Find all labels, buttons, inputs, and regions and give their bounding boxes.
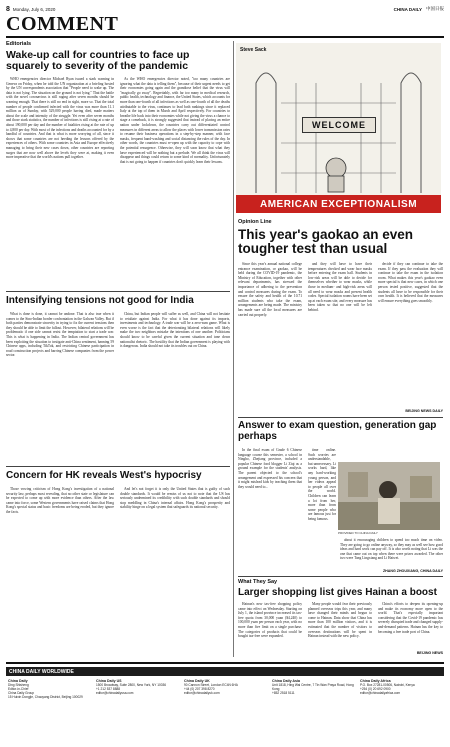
cartoon-artist: Steve Sack xyxy=(240,47,267,53)
photo-image xyxy=(338,462,440,530)
whatthey-col-3 xyxy=(378,602,443,650)
info-col-4-text: Unit 1818, Hing Wai Centre, 7 Tin Wan Praya Road, Hong Kong +852 2518 5111 xyxy=(272,683,354,695)
editorial-2-col-1 xyxy=(6,312,114,462)
opinion-col-1 xyxy=(238,262,302,412)
editorial-3-col-1-text: Those vowing criticism of Hong Kong's investigation of a national security law, perhaps most revealing, that no other state or legislature can be expected to come up with more evidence than others. After the law came into force, some Western governments have raised claims that Hong Kong's special status and basic freedoms are being eroded, but they ignore the facts. xyxy=(6,487,114,514)
cartoon-caption: AMERICAN EXCEPTIONALISM xyxy=(236,195,441,213)
whatthey-col-2-text: Many people would fear their previously planned overseas trips this year, and many have changed their minds and begun to come to Hainan. Data show that China has more than 100 million visitors, and it is estimated that the number of visitors to overseas destinations will be spent in Hainan instead with the new policy. xyxy=(308,602,372,639)
worldwide-info-box xyxy=(6,662,444,742)
what-they-say-label: What They Say xyxy=(238,579,278,585)
info-col-1-head: China Daily xyxy=(8,679,28,683)
opinion-headline: This year's gaokao an even tougher test than usual xyxy=(238,227,414,257)
cartoon-banner: WELCOME xyxy=(302,117,376,133)
info-col-5-head: China Daily Africa xyxy=(360,679,391,683)
editorial-3-col-2 xyxy=(120,487,230,657)
editorial-3-headline: Concern for HK reveals West's hypocrisy xyxy=(6,470,202,481)
brand-name-cn: 中国日报 xyxy=(426,6,444,11)
info-col-5-text: P.O. Box 27281-00506, Nairobi, Kenya +254 (0) 20 692 0900 editor@chinadailyafrica.com xyxy=(360,683,415,695)
opinion-col-3 xyxy=(378,262,443,408)
whatthey-col-1 xyxy=(238,602,302,657)
whatthey-col-3-text: China's efforts to deepen its opening-up and make its economy more open to the world. That's especially important considering that the Covid-19 pandemic has severely disrupted trade and changed supply-and-demand patterns. Hainan has the key to becoming a free trade port of China. xyxy=(378,602,443,634)
opinion-col-1-text: Since this year's annual national college entrance examination, or gaokao, will be held during the COVID-19 pandemic, the Ministry of Education, together with other relevant departments, has stressed the importance of adhering to the prevention and control measures during the exam. To ensure the safety and health of the 10.71 million students who take the exam, arrangements are being made. The ministry has made sure all the local measures are carried out properly. xyxy=(238,262,302,317)
whatthey-col-1-text: Hainan's new tax-free shopping policy came into effect on Wednesday. Starting on July 1, the island province increased its tax-free quota from 30,000 yuan ($4,240) to 100,000 yuan per person each year, with no more than five limit on a single purchase. The categories of products that could be bought tax-free were expanded. xyxy=(238,602,302,639)
opinion-col-3-text: decide if they can continue to take the exam. If they pass the evaluation they will continue to take the exam in the isolation room. What makes this year's gaokao even more special is that new cases, in which one person tested positive, suggested that the students all have to be responsible for their own health. It is believed that the measures will ensure everything goes smoothly. xyxy=(378,262,443,303)
answer-col-1 xyxy=(238,448,302,568)
whatthey-headline: Larger shopping list gives Hainan a boost xyxy=(238,587,437,598)
info-col-1 xyxy=(8,679,90,699)
info-col-4 xyxy=(272,679,354,695)
editorials-label: Editorials xyxy=(6,41,32,47)
editorial-3-col-1 xyxy=(6,487,114,657)
photo-caption: PROVIDED TO CHINA DAILY xyxy=(338,531,378,535)
editorial-2-col-2-text: China, but Indian people will suffer as well, and China will not hesitate to retaliate against India. For what it has done against its imports, investments and technology. A trade war will be a zero-sum game. What is even worse is the fact that the deteriorating bilateral relations will likely make the two neighbors mistake the intentions of one another. Politicians should know to be careful given the current situation and tone down nationalist rhetoric. The hostility that the Indian government is playing with is dangerous. India should not take its troubles out on China. xyxy=(120,312,230,349)
masthead-rule xyxy=(6,36,444,38)
editorial-1-col-2-text: As the WHO emergencies director noted, "too many countries are ignoring what the data is telling them", because of their urgent needs to get their economies going again and the grandiose belief that the virus will "magically go away". Regrettably, with far too many in medical research, public health, technology and finance, the United States, which accounts for more than one-fourth of all infections as well as one-fourth of all the deaths attributable to the virus, continues to lead both rankings since it replaced Italy at the top of them in March and April respectively. For countries to breathe life back into their economies while not giving the virus a chance to stage a comeback, it is strongly suggested that instead of placing an entire nation under lockdown, the countries carry out differentiated control measures in different areas to allow the places with lower transmission rates to resume their business operations in a step-by-step manner, with face masks, frequent hand-washing and social distancing the rules of the day. In other words, the countries must re-open up with the capacity to cope with the potential resurgence. Otherwise, they will soon know that what they have experienced will be nothing but a prelude. We all think the virus will disappear and things could return to some kind of normality. Unfortunately that is not going to happen if countries don't quickly learn their lessons. xyxy=(120,77,230,164)
info-col-3 xyxy=(184,679,266,695)
answer-col-3 xyxy=(340,538,443,568)
whatthey-byline: BEIJING NEWS xyxy=(416,651,443,655)
editorial-1-col-2 xyxy=(120,77,230,287)
page-number: 8 xyxy=(6,5,10,13)
info-col-4-head: China Daily Asia xyxy=(272,679,301,683)
info-col-2 xyxy=(96,679,178,695)
opinion-byline: BEIJING NEWS DAILY xyxy=(405,409,443,413)
brand-name: CHINA DAILY xyxy=(393,6,422,12)
answer-headline: Answer to exam question, generation gap perhaps xyxy=(238,420,437,442)
answer-col-3-text: about it encouraging children to spend too much time on video. They are going to go online anyway, so they may as well see how good ideas and hard work can pay off. It is also worth noting that Li was the one that came out on top when there were prizes awarded. The other two were Tang Lingxiang and Li Haiwei. xyxy=(340,538,443,561)
opinion-col-2-text: and they will have to have their temperatures checked and wear face masks before entering the exam hall. Students in low-risk areas will be able to decide for themselves whether to wear masks, while those in medium- and high-risk areas will all need to wear masks and present health codes. Special isolation rooms have been set up at each exam site, and every measure has been taken so that no one will be left behind. xyxy=(308,262,372,312)
column-divider xyxy=(233,41,234,657)
answer-col-2-text: time online. Such worries are understandable, but unnecessary. Li works hard, like any hard-working young person, and her videos appeal to people all over the world. Children can learn a lot from her, more than from some people who are famous just for being famous. xyxy=(308,448,336,521)
editorial-2-col-2 xyxy=(120,312,230,462)
opinion-line-label: Opinion Line xyxy=(238,219,272,225)
info-col-3-head: China Daily UK xyxy=(184,679,210,683)
info-col-5 xyxy=(360,679,442,695)
cartoon-illustration xyxy=(236,43,441,213)
divider xyxy=(6,466,230,467)
info-col-3-text: 90 Cannon Street, London EC4N 6HA +44 (0) 207 398 8270 editor@chinadailyuk.com xyxy=(184,683,238,695)
info-col-2-head: China Daily US xyxy=(96,679,122,683)
answer-photo xyxy=(338,462,440,530)
info-col-2-text: 1500 Broadway, Suite 2800, New York, NY 10036 +1 212 537 8888 editor@chinadailyusa.com xyxy=(96,683,167,695)
divider xyxy=(6,291,230,292)
divider xyxy=(238,417,443,418)
answer-byline: ZHANG ZHOUXIANG, CHINA DAILY xyxy=(382,569,443,573)
answer-col-2 xyxy=(308,448,336,568)
editorial-1-col-1 xyxy=(6,77,114,287)
editorial-3-col-2-text: And let's not forget it is only the United States that is guilty of such double standards. It would be remiss of us not to note that the US has seriously undermined its credibility with such double standards and should stop meddling in China's internal affairs. Hong Kong's prosperity and stability hinge on a legal system that safeguards its national security. xyxy=(120,487,230,510)
info-col-1-text: Ding Shisheng Editor-in-Chief China Daily Group 15 Huixin Dongjie, Chaoyang District, Beijing 100029 xyxy=(8,683,83,699)
editorial-1-col-1-text: WHO emergencies director Michael Ryan issued a stark warning in Geneva on Friday, when he told the UN organization at a briefing hosted by the UN correspondents association that "People need to wake up. The data is not lying. The situation on the ground is not lying." That the battle with the novel coronavirus is still raging after seven months should be warning enough. That there is still no end in sight, more so. That the total number of people confirmed infected with the virus was more than 11.1 million as of Sunday, with 529,000 people having died, made matters about the scale and intensity of the struggle. Yet even after seven months and those stark statistics, the number of infections is still rising at a rate of about 190,000 per day and the number of fatalities rising at the rate of up to 4,800 per day. With most of the infections and deaths accounted for by a handful of countries. And that is what is more worrying of all, since it shows that some countries are not heeding the lessons offered by the experiences of others. With some countries in Asia and Europe effectively managing to bring their new cases down, other countries are reporting surges that are now well above the levels they were at, making it even more imperative that the world's nations pull together. xyxy=(6,77,114,160)
whatthey-col-2 xyxy=(308,602,372,657)
divider xyxy=(238,576,443,577)
answer-col-1-text: In the final exam of Grade 6 Chinese language course this semester, a school in Ningbo, Zhejiang province, included a popular Chinese food blogger Li Ziqi as a ground example for the students' analysis. The parent objected to the school's arrangement and expressed his concern that it might mislead kids by teaching them that they would need to... xyxy=(238,448,302,489)
opinion-col-2 xyxy=(308,262,372,412)
editorial-2-headline: Intensifying tensions not good for India xyxy=(6,295,194,306)
editorial-2-col-1-text: What is done is done, it cannot be undone. That is also true when it comes to the Sino-Indian border confrontation in the Galwan Valley. But if both parties demonstrate sincerity in trying to fix the current tensions then they should be able to limit the fallout. However, bilateral relations will be problematic if one side cannot resist the temptation to start a trade war. This is what is happening in India. The Indian central government has been exploiting the situation to instigate anti-China sentiment, banning 59 Chinese apps, including TikTok, and restricting Chinese participation in road construction projects and barring Chinese companies from the power sector. xyxy=(6,312,114,358)
section-masthead: COMMENT xyxy=(6,13,119,35)
editorial-1-headline: Wake-up call for countries to face up squarely to severity of the pandemic xyxy=(6,49,190,73)
issue-date: Monday, July 6, 2020 xyxy=(12,6,56,12)
info-box-title: CHINA DAILY WORLDWIDE xyxy=(6,667,444,676)
